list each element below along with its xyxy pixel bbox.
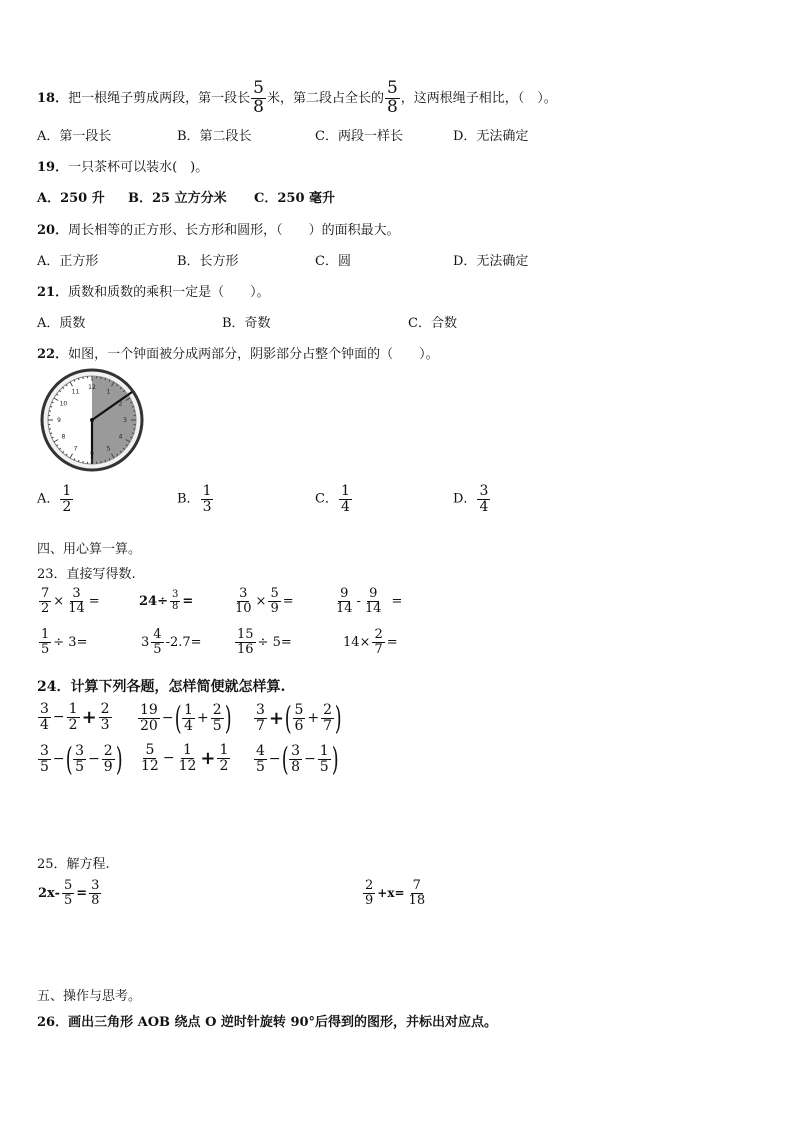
calc-item: 3 $\frac{4}{5}$ -2.7= [141, 627, 202, 657]
question-number: 21． [37, 285, 69, 300]
clock-figure [40, 368, 144, 472]
expression: $\frac{4}{5}$ −( $\frac{3}{8}$ − $\frac{1}{5}$ ) [256, 740, 339, 778]
question-number: 18． [37, 90, 69, 106]
question-19 [37, 156, 208, 175]
question-text: ，这两根绳子相比，（ ）。 [400, 90, 557, 106]
clock-tick [132, 406, 134, 407]
clock-numeral: 12 [88, 384, 96, 391]
question-text: 画出三角形 AOB 绕点 O 逆时针旋转 90°后得到的图形，并标出对应点。 [68, 1015, 498, 1030]
question-25-title: 25．解方程. [37, 857, 110, 872]
fraction: $\frac{3}{8}$ [171, 589, 179, 612]
fraction: $\frac{7}{2}$ [41, 586, 50, 616]
section-heading: 五、操作与思考。 [37, 989, 142, 1004]
clock-tick [132, 433, 134, 434]
expression: $\frac{5}{12}$ − $\frac{1}{12}$ + $\frac{1}{2}$ [141, 742, 229, 774]
expression: $\frac{19}{20}$ −( $\frac{1}{4}$ + $\frac{2}{5}$ ) [140, 699, 232, 737]
question-20 [37, 219, 400, 238]
option-d[interactable]: D．无法确定 [453, 129, 529, 144]
clock-tick [50, 406, 52, 407]
question-21 [37, 281, 270, 300]
clock-numeral: 8 [61, 433, 66, 441]
question-22 [37, 343, 439, 362]
calc-item: $\frac{9}{14}$ - $\frac{9}{14}$ = [336, 586, 403, 616]
option-d[interactable]: D．无法确定 [453, 254, 529, 269]
fraction: $\frac{5}{9}$ [270, 586, 279, 616]
question-text: 质数和质数的乘积一定是（ ）。 [68, 285, 270, 300]
fraction: $\frac{1}{4}$ [340, 483, 350, 515]
fraction: $\frac{9}{14}$ [336, 586, 353, 616]
clock-tick [105, 460, 106, 462]
question-number: 20． [37, 223, 69, 238]
calc-item: $\frac{3}{10}$ × $\frac{5}{9}$ = [235, 586, 294, 616]
clock-numeral: 1 [106, 388, 111, 396]
calc-item: $\frac{7}{2}$ × $\frac{3}{14}$ = [41, 586, 100, 616]
clock-numeral: 11 [71, 388, 80, 396]
question-text: 周长相等的正方形、长方形和圆形，（ ）的面积最大。 [68, 223, 400, 238]
option-b[interactable]: B．长方形 [177, 254, 239, 269]
option-c[interactable]: C． $\frac{1}{4}$ [315, 483, 350, 515]
fraction: $\frac{15}{16}$ [237, 627, 254, 657]
question-text: 如图，一个钟面被分成两部分，阴影部分占整个钟面的（ ）。 [68, 347, 439, 362]
option-c[interactable]: C．圆 [315, 254, 351, 269]
question-24-title: 24．计算下列各题，怎样简便就怎样算. [37, 679, 286, 695]
option-c[interactable]: C．两段一样长 [315, 129, 403, 144]
option-c[interactable]: C．合数 [408, 316, 457, 331]
question-23-title: 23．直接写得数. [37, 567, 136, 582]
question-text: 把一根绳子剪成两段，第一段长 [68, 90, 251, 106]
clock-tick [78, 460, 79, 462]
clock-numeral: 10 [59, 400, 68, 408]
fraction: $\frac{3}{14}$ [68, 586, 85, 616]
clock-tick [105, 378, 106, 380]
clock-numeral: 2 [118, 400, 123, 408]
option-a[interactable]: A．第一段长 [37, 129, 112, 144]
calc-item: $\frac{1}{5}$ ÷ 3= [41, 627, 88, 657]
calc-item: 14× $\frac{2}{7}$ = [343, 627, 398, 657]
clock-numeral: 9 [57, 417, 61, 424]
option-b[interactable]: B．25 立方分米 [128, 191, 227, 206]
option-a[interactable]: A．正方形 [37, 254, 99, 269]
question-number: 26． [37, 1015, 69, 1030]
fraction: $\frac{1}{3}$ [202, 483, 212, 515]
option-c[interactable]: C．250 毫升 [254, 191, 336, 206]
option-b[interactable]: B．第二段长 [177, 129, 252, 144]
expression: $\frac{3}{4}$ − $\frac{1}{2}$ + $\frac{2}{3}$ [40, 701, 110, 733]
option-d[interactable]: D． $\frac{3}{4}$ [453, 483, 489, 515]
fraction: $\frac{1}{5}$ [41, 627, 50, 657]
clock-numeral: 7 [73, 445, 78, 453]
option-a[interactable]: A． $\frac{1}{2}$ [37, 483, 72, 515]
question-text: 一只茶杯可以装水( )。 [68, 160, 209, 175]
equation: $\frac{2}{9}$ +x= $\frac{7}{18}$ [365, 878, 426, 908]
clock-numeral: 6 [90, 450, 94, 457]
calc-item: 24÷ $\frac{3}{8}$ = [139, 589, 194, 612]
fraction: $\frac{5}{8}$ [386, 78, 398, 117]
clock-numeral: 4 [118, 433, 123, 441]
question-number: 19． [37, 160, 69, 175]
fraction: $\frac{9}{14}$ [364, 586, 382, 616]
calc-item: $\frac{15}{16}$ ÷ 5= [237, 627, 292, 657]
section-heading: 四、用心算一算。 [37, 542, 142, 557]
clock-tick [50, 433, 52, 434]
fraction: $\frac{4}{5}$ [153, 627, 162, 657]
fraction: $\frac{2}{7}$ [374, 627, 383, 657]
fraction: $\frac{3}{4}$ [479, 483, 489, 515]
option-a[interactable]: A．质数 [37, 316, 86, 331]
question-26 [37, 1011, 497, 1030]
option-b[interactable]: B．奇数 [222, 316, 271, 331]
question-18 [37, 80, 557, 117]
expression: $\frac{3}{7}$ +( $\frac{5}{6}$ + $\frac{2}{7}$ ) [256, 699, 342, 737]
option-a[interactable]: A．250 升 [37, 191, 105, 206]
question-number: 22． [37, 347, 69, 362]
fraction: $\frac{5}{8}$ [253, 78, 264, 117]
clock-tick [78, 378, 79, 380]
clock-numeral: 5 [106, 445, 111, 453]
question-text: 米，第二段占全长的 [266, 90, 384, 106]
fraction: $\frac{1}{2}$ [62, 483, 72, 515]
fraction: $\frac{3}{10}$ [235, 586, 252, 616]
option-b[interactable]: B． $\frac{1}{3}$ [177, 483, 212, 515]
clock-numeral: 3 [123, 417, 127, 424]
expression: $\frac{3}{5}$ −( $\frac{3}{5}$ − $\frac{2}{9}$ ) [40, 740, 123, 778]
equation: 2x- $\frac{5}{5}$ = $\frac{3}{8}$ [38, 878, 100, 908]
